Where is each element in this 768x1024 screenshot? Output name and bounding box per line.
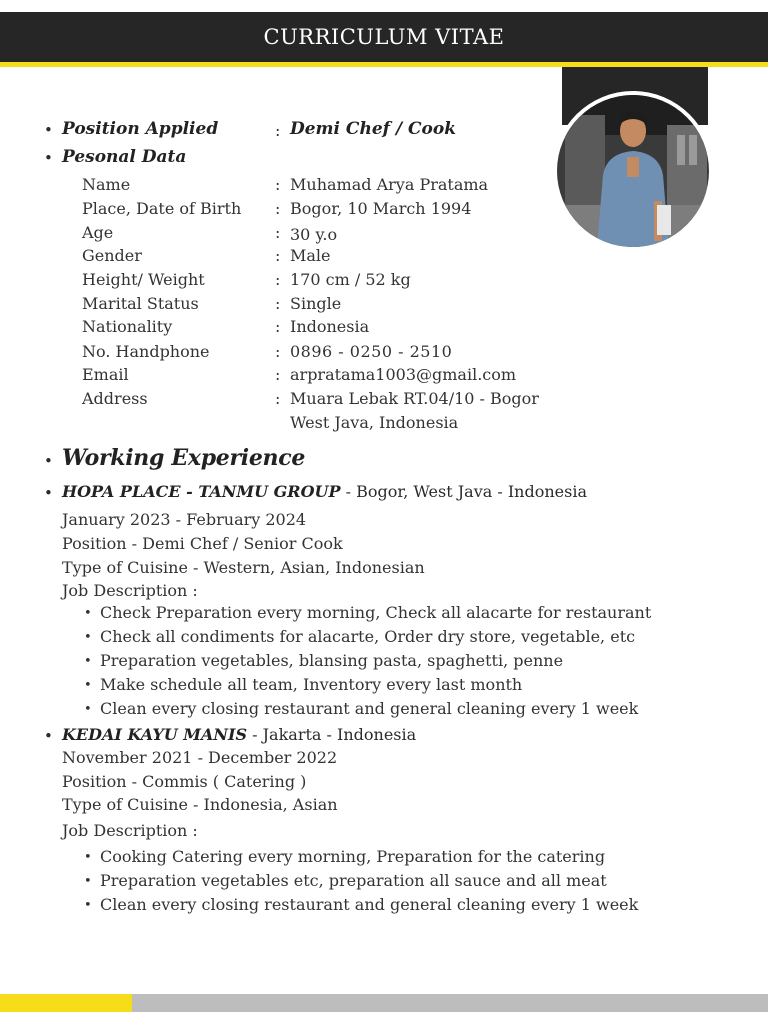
job-cuisine: Type of Cuisine - Indonesia, Asian — [62, 795, 338, 814]
job-duty: Check all condiments for alacarte, Order dry store, vegetable, etc — [100, 627, 636, 646]
bullet-dot-icon: • — [44, 727, 53, 745]
field-value-gender: Male — [290, 246, 331, 265]
job-company-name: KEDAI KAYU MANIS — [62, 725, 248, 744]
job-duty: Cooking Catering every morning, Preparation for the catering — [100, 847, 606, 866]
colon: : — [275, 246, 281, 265]
job-duty: Clean every closing restaurant and general cleaning every 1 week — [100, 895, 639, 914]
position-applied-label: Position Applied — [62, 119, 219, 139]
job-duty: Preparation vegetables etc, preparation all sauce and all meat — [100, 871, 607, 890]
job-cuisine: Type of Cuisine - Western, Asian, Indonesian — [62, 558, 425, 577]
colon: : — [275, 294, 281, 313]
bullet-dot-icon: • — [44, 484, 53, 502]
bullet-dot-icon: • — [44, 121, 53, 139]
job-position: Position - Commis ( Catering ) — [62, 772, 307, 791]
bullet-dot-icon: • — [84, 606, 92, 621]
field-value-height-weight: 170 cm / 52 kg — [290, 270, 411, 289]
colon: : — [275, 317, 281, 336]
field-value-email: arpratama1003@gmail.com — [290, 365, 517, 384]
field-value-age: 30 y.o — [290, 225, 338, 244]
cv-header — [0, 12, 768, 62]
job-location: - Bogor, West Java - Indonesia — [340, 482, 587, 501]
personal-data-label: Pesonal Data — [62, 147, 187, 167]
colon: : — [275, 270, 281, 289]
job-duty: Check Preparation every morning, Check all alacarte for restaurant — [100, 603, 652, 622]
job-description-label: Job Description : — [62, 581, 198, 600]
job-period: January 2023 - February 2024 — [62, 510, 307, 529]
bullet-dot-icon: • — [44, 452, 53, 470]
footer-accent-gray — [132, 994, 768, 1012]
field-value-address: Muara Lebak RT.04/10 - Bogor — [290, 389, 539, 408]
colon: : — [275, 342, 281, 361]
field-label-birth: Place, Date of Birth — [82, 199, 242, 218]
colon: : — [275, 389, 281, 408]
colon: : — [275, 175, 281, 194]
field-label-nationality: Nationality — [82, 317, 173, 336]
field-value-phone: 0896 - 0250 - 2510 — [290, 342, 453, 361]
bullet-dot-icon: • — [84, 850, 92, 865]
bullet-dot-icon: • — [44, 149, 53, 167]
bullet-dot-icon: • — [84, 874, 92, 889]
bullet-dot-icon: • — [84, 654, 92, 669]
job-duty: Clean every closing restaurant and general cleaning every 1 week — [100, 699, 639, 718]
field-value-birth: Bogor, 10 March 1994 — [290, 199, 472, 218]
field-value-address-line2: West Java, Indonesia — [290, 413, 459, 432]
job-location: - Jakarta - Indonesia — [247, 725, 417, 744]
job-description-label: Job Description : — [62, 821, 198, 840]
field-value-name: Muhamad Arya Pratama — [290, 175, 489, 194]
job-duty: Make schedule all team, Inventory every last month — [100, 675, 523, 694]
job-duty: Preparation vegetables, blansing pasta, spaghetti, penne — [100, 651, 564, 670]
profile-photo — [557, 95, 709, 247]
field-value-marital: Single — [290, 294, 342, 313]
bullet-dot-icon: • — [84, 678, 92, 693]
job-company-line — [62, 725, 416, 744]
colon: : — [275, 223, 281, 242]
bullet-dot-icon: • — [84, 630, 92, 645]
field-label-email: Email — [82, 365, 129, 384]
job-company-line — [62, 482, 587, 501]
job-company-name: HOPA PLACE - TANMU GROUP — [62, 482, 341, 501]
colon: : — [275, 365, 281, 384]
working-experience-title: Working Experience — [62, 445, 306, 471]
field-label-phone: No. Handphone — [82, 342, 210, 361]
field-label-age: Age — [82, 223, 114, 242]
footer-accent-yellow — [0, 994, 132, 1012]
field-label-address: Address — [82, 389, 148, 408]
profile-photo-illustration — [557, 95, 709, 247]
job-period: November 2021 - December 2022 — [62, 748, 338, 767]
field-label-gender: Gender — [82, 246, 142, 265]
job-position: Position - Demi Chef / Senior Cook — [62, 534, 343, 553]
field-label-name: Name — [82, 175, 131, 194]
page-title: CURRICULUM VITAE — [263, 25, 505, 49]
field-value-nationality: Indonesia — [290, 317, 370, 336]
position-applied-value: Demi Chef / Cook — [290, 119, 456, 139]
bullet-dot-icon: • — [84, 898, 92, 913]
bullet-dot-icon: • — [84, 702, 92, 717]
colon: : — [275, 121, 281, 140]
colon: : — [275, 199, 281, 218]
field-label-height-weight: Height/ Weight — [82, 270, 205, 289]
field-label-marital: Marital Status — [82, 294, 199, 313]
